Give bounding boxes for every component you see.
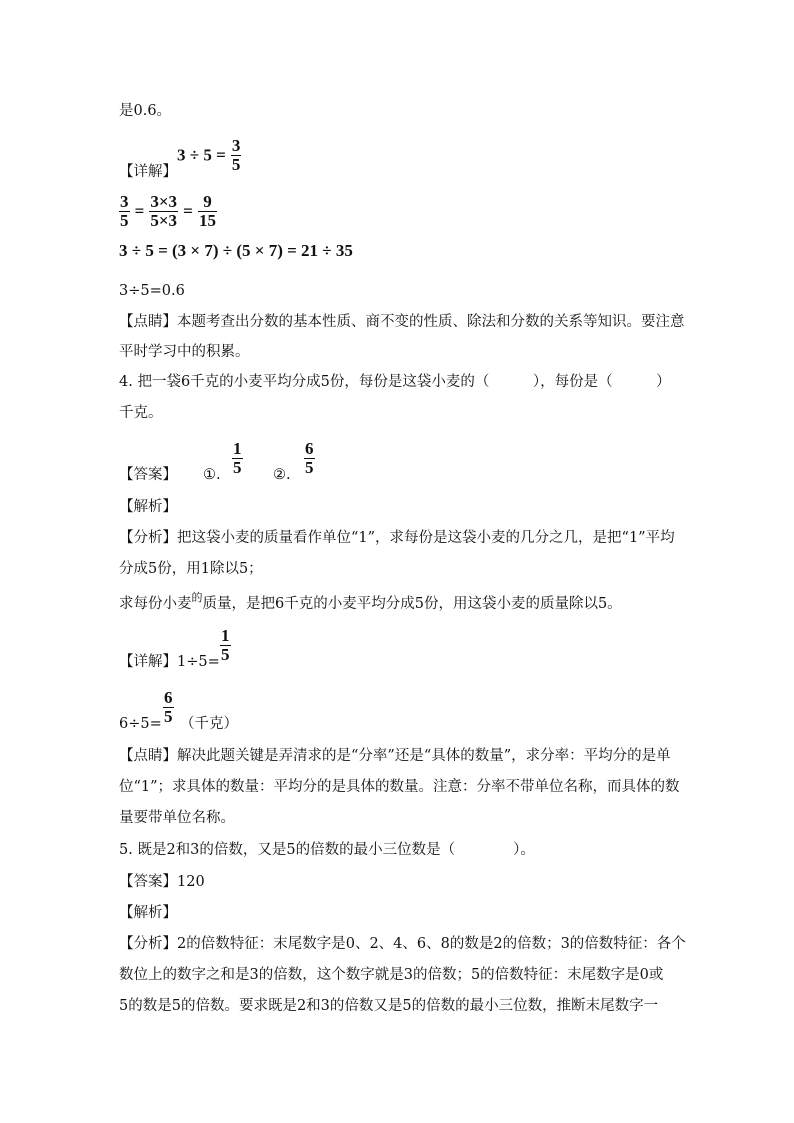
analysis-line: 【分析】把这袋小麦的质量看作单位“1”，求每份是这袋小麦的几分之几，是把“1”平均: [119, 530, 675, 546]
fraction: [149, 193, 178, 230]
fraction-numerator: 3: [231, 136, 241, 155]
superscript-char: 的: [191, 591, 203, 604]
analysis-line: 5的数是5的倍数。要求既是2和3的倍数又是5的倍数的最小三位数，推断末尾数字一: [119, 998, 659, 1014]
analysis-label: 【解析】: [119, 905, 177, 921]
analysis-line: 分成5份，用1除以5；: [119, 561, 263, 577]
question-4: 4. 把一袋6千克的小麦平均分成5份，每份是这袋小麦的（ ），每份是（ ）: [119, 374, 671, 390]
fraction-numerator: 3: [120, 192, 129, 211]
equals-sign: =: [183, 201, 193, 221]
detail-line: 【详解】1÷5=: [119, 654, 220, 670]
fraction-numerator: 1: [233, 439, 242, 458]
fraction-denominator: 5: [305, 458, 314, 477]
fraction: [304, 440, 315, 477]
answer-line: 【答案】120: [119, 874, 205, 890]
answer-marker: ①.: [203, 467, 221, 483]
answer-marker: ②.: [273, 467, 291, 483]
text-line: 3÷5=0.6: [119, 283, 185, 299]
fraction-denominator: 5: [233, 458, 242, 477]
remark-line: 【点睛】解决此题关键是弄清求的是“分率”还是“具体的数量”，求分率：平均分的是单: [119, 748, 671, 764]
fraction-denominator: 5: [231, 155, 241, 174]
fraction-numerator: 1: [221, 626, 230, 645]
remark-line: 平时学习中的积累。: [119, 344, 250, 360]
fraction: [232, 440, 243, 477]
calc-expression: 3 ÷ 5 = (3 × 7) ÷ (5 × 7) = 21 ÷ 35: [119, 241, 353, 260]
remark-line: 量要带单位名称。: [119, 810, 235, 826]
analysis-text: 求每份小麦: [119, 596, 192, 612]
remark-line: 位“1”；求具体的数量：平均分的是具体的数量。注意：分率不带单位名称，而具体的数: [119, 779, 680, 795]
fraction-numerator: 3×3: [150, 192, 178, 211]
fraction-numerator: 9: [203, 192, 212, 211]
text-line: 是0.6。: [119, 103, 172, 119]
fraction-numerator: 6: [164, 688, 173, 707]
calc-row: [119, 193, 217, 230]
analysis-label: 【解析】: [119, 499, 177, 515]
calc-expression: 3 ÷ 5 =: [177, 145, 226, 165]
fraction: [119, 193, 130, 230]
calc-line: 6÷5=: [119, 716, 162, 732]
fraction: [220, 627, 231, 664]
question-4-cont: 千克。: [119, 405, 163, 421]
analysis-line: [119, 591, 622, 615]
calc-row: [177, 137, 241, 174]
fraction: [163, 689, 174, 726]
question-5: 5. 既是2和3的倍数，又是5的倍数的最小三位数是（ ）。: [119, 842, 535, 858]
fraction-denominator: 15: [198, 211, 216, 230]
fraction-denominator: 5×3: [150, 211, 178, 230]
fraction-denominator: 5: [120, 211, 129, 230]
fraction-numerator: 6: [305, 439, 314, 458]
analysis-line: 【分析】2的倍数特征：末尾数字是0、2、4、6、8的数是2的倍数；3的倍数特征：各个: [119, 936, 686, 952]
answer-label: 【答案】: [119, 467, 177, 483]
fraction-denominator: 5: [164, 707, 173, 726]
analysis-line: 数位上的数字之和是3的倍数，这个数字就是3的倍数；5的倍数特征：末尾数字是0或: [119, 967, 664, 983]
unit-text: （千克）: [180, 716, 238, 732]
remark-line: 【点睛】本题考查出分数的基本性质、商不变的性质、除法和分数的关系等知识。要注意: [119, 314, 685, 330]
equals-sign: =: [134, 201, 145, 221]
detail-label: 【详解】: [119, 164, 177, 180]
fraction-denominator: 5: [221, 645, 230, 664]
fraction: [231, 137, 242, 174]
fraction: [198, 193, 217, 230]
analysis-text: 质量，是把6千克的小麦平均分成5份，用这袋小麦的质量除以5。: [202, 596, 622, 612]
